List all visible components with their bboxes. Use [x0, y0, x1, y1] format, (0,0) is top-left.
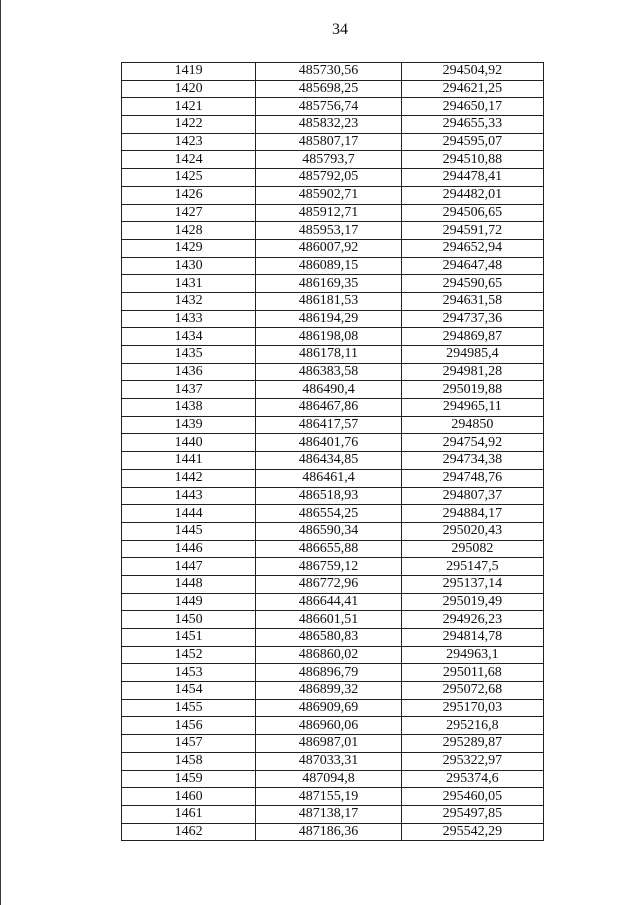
- x-coordinate-cell: 486960,06: [256, 717, 401, 735]
- table-row: [122, 558, 544, 576]
- y-coordinate-cell: 294504,92: [401, 63, 543, 81]
- x-coordinate-cell: 486417,57: [256, 416, 401, 434]
- x-coordinate-cell: 486194,29: [256, 310, 401, 328]
- x-coordinate-cell: 485792,05: [256, 169, 401, 187]
- x-coordinate-cell: 485730,56: [256, 63, 401, 81]
- point-number-cell: 1451: [122, 629, 256, 647]
- y-coordinate-cell: 294591,72: [401, 222, 543, 240]
- x-coordinate-cell: 486089,15: [256, 257, 401, 275]
- table-row: [122, 169, 544, 187]
- y-coordinate-cell: 294647,48: [401, 257, 543, 275]
- y-coordinate-cell: 294963,1: [401, 646, 543, 664]
- point-number-cell: 1446: [122, 540, 256, 558]
- point-number-cell: 1428: [122, 222, 256, 240]
- y-coordinate-cell: 294737,36: [401, 310, 543, 328]
- table-row: [122, 805, 544, 823]
- x-coordinate-cell: 485698,25: [256, 80, 401, 98]
- table-row: [122, 346, 544, 364]
- point-number-cell: 1448: [122, 575, 256, 593]
- x-coordinate-cell: 486601,51: [256, 611, 401, 629]
- point-number-cell: 1441: [122, 452, 256, 470]
- point-number-cell: 1430: [122, 257, 256, 275]
- point-number-cell: 1462: [122, 823, 256, 841]
- x-coordinate-cell: 487186,36: [256, 823, 401, 841]
- y-coordinate-cell: 295497,85: [401, 805, 543, 823]
- x-coordinate-cell: 487138,17: [256, 805, 401, 823]
- y-coordinate-cell: 294590,65: [401, 275, 543, 293]
- y-coordinate-cell: 294482,01: [401, 186, 543, 204]
- point-number-cell: 1423: [122, 133, 256, 151]
- x-coordinate-cell: 487033,31: [256, 752, 401, 770]
- y-coordinate-cell: 294985,4: [401, 346, 543, 364]
- point-number-cell: 1437: [122, 381, 256, 399]
- x-coordinate-cell: 485756,74: [256, 98, 401, 116]
- x-coordinate-cell: 486518,93: [256, 487, 401, 505]
- table-row: [122, 239, 544, 257]
- x-coordinate-cell: 486461,4: [256, 469, 401, 487]
- table-row: [122, 770, 544, 788]
- table-row: [122, 434, 544, 452]
- table-row: [122, 469, 544, 487]
- x-coordinate-cell: 486401,76: [256, 434, 401, 452]
- table-row: [122, 664, 544, 682]
- y-coordinate-cell: 294965,11: [401, 399, 543, 417]
- y-coordinate-cell: 294621,25: [401, 80, 543, 98]
- point-number-cell: 1452: [122, 646, 256, 664]
- x-coordinate-cell: 485793,7: [256, 151, 401, 169]
- y-coordinate-cell: 294981,28: [401, 363, 543, 381]
- y-coordinate-cell: 295011,68: [401, 664, 543, 682]
- point-number-cell: 1422: [122, 116, 256, 134]
- point-number-cell: 1424: [122, 151, 256, 169]
- table-row: [122, 310, 544, 328]
- table-row: [122, 275, 544, 293]
- y-coordinate-cell: 294926,23: [401, 611, 543, 629]
- table-row: [122, 452, 544, 470]
- point-number-cell: 1456: [122, 717, 256, 735]
- x-coordinate-cell: 486987,01: [256, 735, 401, 753]
- x-coordinate-cell: 486644,41: [256, 593, 401, 611]
- coordinates-table-body: [122, 63, 544, 841]
- table-row: [122, 487, 544, 505]
- x-coordinate-cell: 486909,69: [256, 699, 401, 717]
- point-number-cell: 1439: [122, 416, 256, 434]
- x-coordinate-cell: 486007,92: [256, 239, 401, 257]
- point-number-cell: 1447: [122, 558, 256, 576]
- y-coordinate-cell: 294754,92: [401, 434, 543, 452]
- table-row: [122, 629, 544, 647]
- table-row: [122, 116, 544, 134]
- table-row: [122, 133, 544, 151]
- table-row: [122, 788, 544, 806]
- x-coordinate-cell: 486860,02: [256, 646, 401, 664]
- scan-edge: [0, 0, 1, 905]
- page-number: 34: [332, 21, 348, 38]
- x-coordinate-cell: 486655,88: [256, 540, 401, 558]
- point-number-cell: 1421: [122, 98, 256, 116]
- point-number-cell: 1440: [122, 434, 256, 452]
- point-number-cell: 1445: [122, 522, 256, 540]
- y-coordinate-cell: 295322,97: [401, 752, 543, 770]
- y-coordinate-cell: 294650,17: [401, 98, 543, 116]
- table-row: [122, 328, 544, 346]
- x-coordinate-cell: 486169,35: [256, 275, 401, 293]
- y-coordinate-cell: 294884,17: [401, 505, 543, 523]
- x-coordinate-cell: 486772,96: [256, 575, 401, 593]
- y-coordinate-cell: 294595,07: [401, 133, 543, 151]
- table-row: [122, 646, 544, 664]
- point-number-cell: 1459: [122, 770, 256, 788]
- point-number-cell: 1454: [122, 682, 256, 700]
- point-number-cell: 1432: [122, 292, 256, 310]
- y-coordinate-cell: 295216,8: [401, 717, 543, 735]
- table-row: [122, 186, 544, 204]
- point-number-cell: 1427: [122, 204, 256, 222]
- table-row: [122, 204, 544, 222]
- point-number-cell: 1429: [122, 239, 256, 257]
- y-coordinate-cell: 295542,29: [401, 823, 543, 841]
- table-row: [122, 699, 544, 717]
- point-number-cell: 1436: [122, 363, 256, 381]
- y-coordinate-cell: 294814,78: [401, 629, 543, 647]
- table-row: [122, 505, 544, 523]
- y-coordinate-cell: 294850: [401, 416, 543, 434]
- point-number-cell: 1449: [122, 593, 256, 611]
- y-coordinate-cell: 295137,14: [401, 575, 543, 593]
- table-row: [122, 399, 544, 417]
- point-number-cell: 1443: [122, 487, 256, 505]
- y-coordinate-cell: 295460,05: [401, 788, 543, 806]
- y-coordinate-cell: 294510,88: [401, 151, 543, 169]
- y-coordinate-cell: 295289,87: [401, 735, 543, 753]
- point-number-cell: 1438: [122, 399, 256, 417]
- x-coordinate-cell: 487094,8: [256, 770, 401, 788]
- point-number-cell: 1460: [122, 788, 256, 806]
- x-coordinate-cell: 485912,71: [256, 204, 401, 222]
- y-coordinate-cell: 294631,58: [401, 292, 543, 310]
- x-coordinate-cell: 486580,83: [256, 629, 401, 647]
- point-number-cell: 1425: [122, 169, 256, 187]
- point-number-cell: 1419: [122, 63, 256, 81]
- table-row: [122, 735, 544, 753]
- x-coordinate-cell: 486896,79: [256, 664, 401, 682]
- point-number-cell: 1435: [122, 346, 256, 364]
- y-coordinate-cell: 294869,87: [401, 328, 543, 346]
- point-number-cell: 1450: [122, 611, 256, 629]
- x-coordinate-cell: 486490,4: [256, 381, 401, 399]
- table-row: [122, 540, 544, 558]
- x-coordinate-cell: 486590,34: [256, 522, 401, 540]
- point-number-cell: 1433: [122, 310, 256, 328]
- x-coordinate-cell: 486434,85: [256, 452, 401, 470]
- table-row: [122, 416, 544, 434]
- y-coordinate-cell: 294506,65: [401, 204, 543, 222]
- x-coordinate-cell: 486554,25: [256, 505, 401, 523]
- table-row: [122, 682, 544, 700]
- x-coordinate-cell: 486178,11: [256, 346, 401, 364]
- point-number-cell: 1461: [122, 805, 256, 823]
- table-row: [122, 752, 544, 770]
- y-coordinate-cell: 295072,68: [401, 682, 543, 700]
- y-coordinate-cell: 295019,88: [401, 381, 543, 399]
- y-coordinate-cell: 294748,76: [401, 469, 543, 487]
- y-coordinate-cell: 294655,33: [401, 116, 543, 134]
- y-coordinate-cell: 295147,5: [401, 558, 543, 576]
- table-row: [122, 292, 544, 310]
- point-number-cell: 1420: [122, 80, 256, 98]
- table-row: [122, 257, 544, 275]
- x-coordinate-cell: 486181,53: [256, 292, 401, 310]
- y-coordinate-cell: 295082: [401, 540, 543, 558]
- y-coordinate-cell: 295374,6: [401, 770, 543, 788]
- x-coordinate-cell: 486759,12: [256, 558, 401, 576]
- table-row: [122, 63, 544, 81]
- x-coordinate-cell: 485953,17: [256, 222, 401, 240]
- y-coordinate-cell: 294807,37: [401, 487, 543, 505]
- point-number-cell: 1457: [122, 735, 256, 753]
- y-coordinate-cell: 295020,43: [401, 522, 543, 540]
- table-row: [122, 222, 544, 240]
- table-row: [122, 381, 544, 399]
- y-coordinate-cell: 295019,49: [401, 593, 543, 611]
- table-row: [122, 363, 544, 381]
- x-coordinate-cell: 485902,71: [256, 186, 401, 204]
- table-row: [122, 575, 544, 593]
- table-row: [122, 823, 544, 841]
- point-number-cell: 1458: [122, 752, 256, 770]
- point-number-cell: 1431: [122, 275, 256, 293]
- table-row: [122, 151, 544, 169]
- table-row: [122, 611, 544, 629]
- x-coordinate-cell: 486467,86: [256, 399, 401, 417]
- table-row: [122, 593, 544, 611]
- x-coordinate-cell: 486383,58: [256, 363, 401, 381]
- y-coordinate-cell: 294478,41: [401, 169, 543, 187]
- point-number-cell: 1434: [122, 328, 256, 346]
- point-number-cell: 1444: [122, 505, 256, 523]
- table-row: [122, 98, 544, 116]
- coordinates-table: [121, 62, 544, 841]
- point-number-cell: 1442: [122, 469, 256, 487]
- point-number-cell: 1426: [122, 186, 256, 204]
- x-coordinate-cell: 486198,08: [256, 328, 401, 346]
- point-number-cell: 1455: [122, 699, 256, 717]
- table-row: [122, 522, 544, 540]
- x-coordinate-cell: 486899,32: [256, 682, 401, 700]
- point-number-cell: 1453: [122, 664, 256, 682]
- table-row: [122, 717, 544, 735]
- x-coordinate-cell: 487155,19: [256, 788, 401, 806]
- x-coordinate-cell: 485832,23: [256, 116, 401, 134]
- y-coordinate-cell: 294734,38: [401, 452, 543, 470]
- y-coordinate-cell: 294652,94: [401, 239, 543, 257]
- x-coordinate-cell: 485807,17: [256, 133, 401, 151]
- table-row: [122, 80, 544, 98]
- y-coordinate-cell: 295170,03: [401, 699, 543, 717]
